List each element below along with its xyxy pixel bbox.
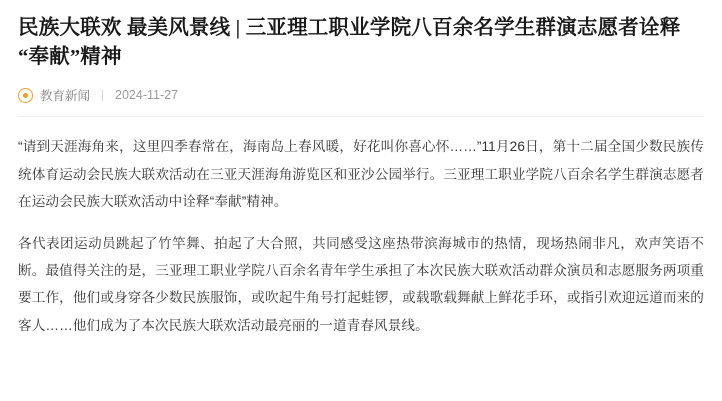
header-divider xyxy=(18,116,704,117)
article-paragraph: “请到天涯海角来，这里四季春常在，海南岛上春风暖，好花叫你喜心怀……”11月26日，第十二届全国少数民族传统体育运动会民族大联欢活动在三亚天涯海角游览区和亚沙公园举行。三亚理工职业学院八百余名学生群演志愿者在运动会民族大联欢活动中诠释“奉献”精神。 xyxy=(18,139,704,210)
article-paragraph: 各代表团运动员跳起了竹竿舞、拍起了大合照，共同感受这座热带滨海城市的热情，现场热闹非凡，欢声笑语不断。最值得关注的是，三亚理工职业学院八百余名青年学生承担了本次民族大联欢活动群众演员和志愿服务两项重要工作，他们或身穿各少数民族服饰，或吹起牛角号打起蛙锣，或载歌载舞献上鲜花手环，或指引欢迎远道而来的客人……他们成为了本次民族大联欢活动最亮丽的一道青春风景线。 xyxy=(18,235,704,333)
page-title: 民族大联欢 最美风景线 | 三亚理工职业学院八百余名学生群演志愿者诠释“奉献”精神 xyxy=(18,17,681,69)
article-meta xyxy=(18,86,704,116)
article-date: 2024-11-27 xyxy=(115,88,179,103)
meta-divider xyxy=(102,90,103,101)
article-body xyxy=(18,133,704,339)
source-avatar-icon xyxy=(18,88,33,103)
article-source: 教育新闻 xyxy=(40,89,91,104)
